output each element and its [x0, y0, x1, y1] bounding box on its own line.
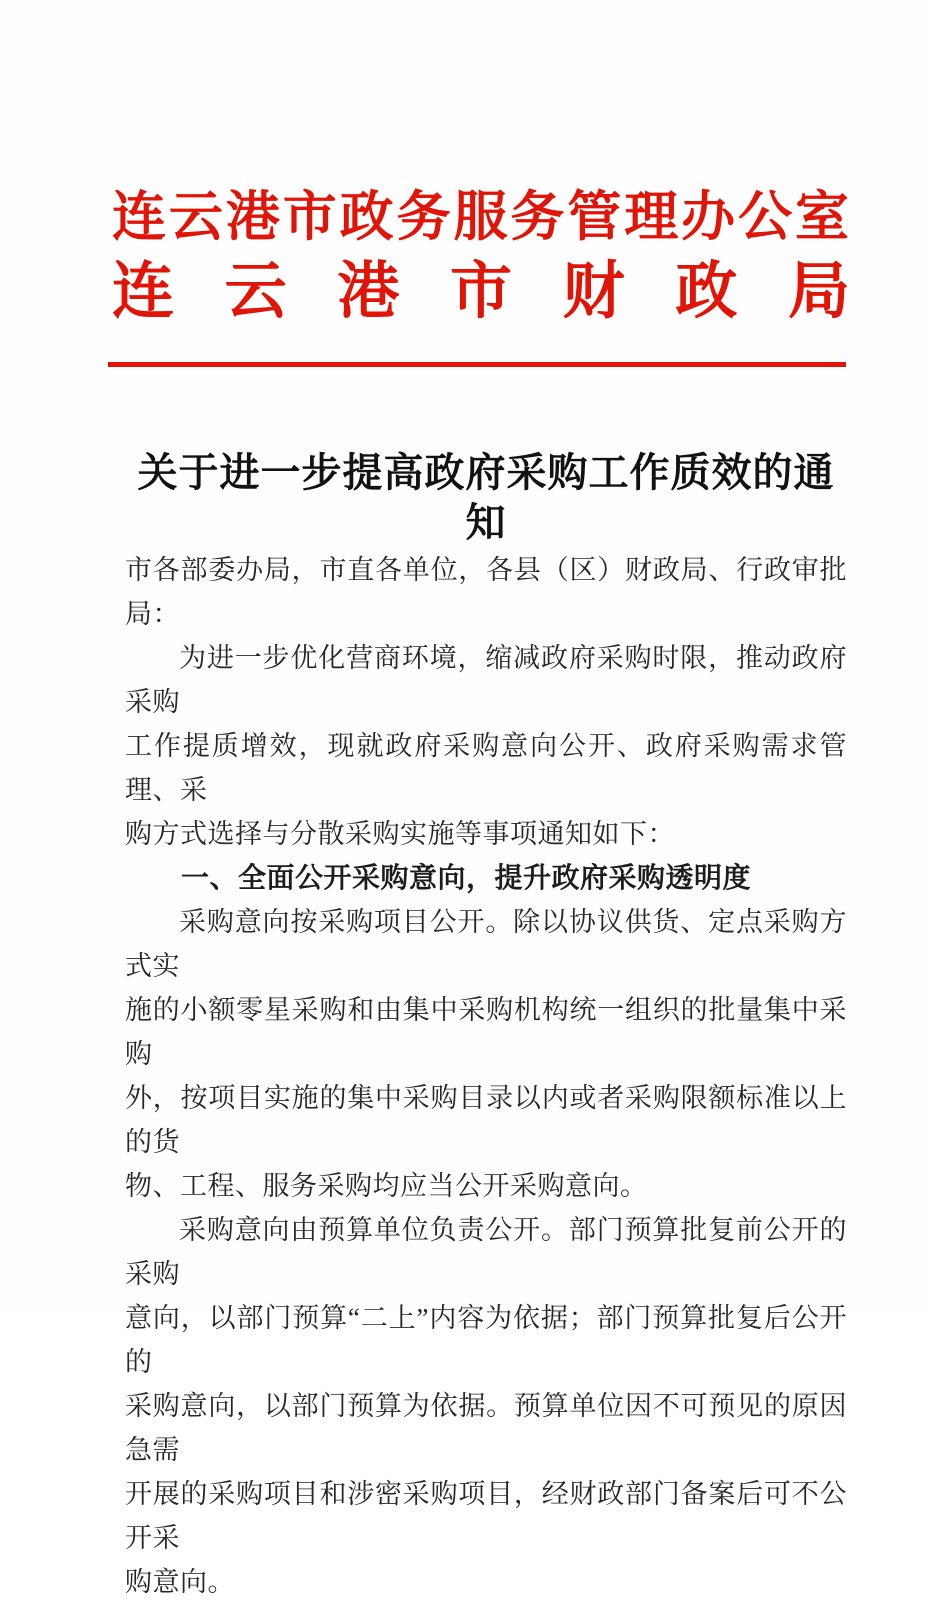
body-line: 购方式选择与分散采购实施等事项通知如下： — [125, 819, 675, 849]
body-line: 物、工程、服务采购均应当公开采购意向。 — [125, 1171, 648, 1201]
section-heading: 一、全面公开采购意向，提升政府采购透明度 — [181, 862, 752, 893]
body-line: 意向，以部门预算“二上”内容为依据；部门预算批复后公开的 — [125, 1303, 847, 1377]
document-body — [125, 548, 847, 1604]
body-line: 外，按项目实施的集中采购目录以内或者采购限额标准以上的货 — [125, 1083, 847, 1157]
body-line: 工作提质增效，现就政府采购意向公开、政府采购需求管理、采 — [125, 731, 847, 805]
body-line: 购意向。 — [125, 1567, 235, 1597]
body-line: 开展的采购项目和涉密采购项目，经财政部门备案后可不公开采 — [125, 1479, 847, 1553]
body-line: 采购意向，以部门预算为依据。预算单位因不可预见的原因急需 — [125, 1391, 847, 1465]
letterhead-org-name-primary: 连云港市政务服务管理办公室 — [112, 187, 850, 247]
body-line: 为进一步优化营商环境，缩减政府采购时限，推动政府采购 — [125, 643, 847, 717]
body-line: 采购意向按采购项目公开。除以协议供货、定点采购方式实 — [125, 907, 847, 981]
letterhead-org-name-secondary: 连云港市财政局 — [112, 258, 850, 326]
letterhead-divider-rule — [108, 362, 846, 367]
body-line: 采购意向由预算单位负责公开。部门预算批复前公开的采购 — [125, 1215, 847, 1289]
body-line: 施的小额零星采购和由集中采购机构统一组织的批量集中采购 — [125, 995, 847, 1069]
salutation-line: 市各部委办局，市直各单位，各县（区）财政局、行政审批局： — [125, 555, 847, 629]
document-title: 关于进一步提高政府采购工作质效的通知 — [137, 450, 835, 545]
